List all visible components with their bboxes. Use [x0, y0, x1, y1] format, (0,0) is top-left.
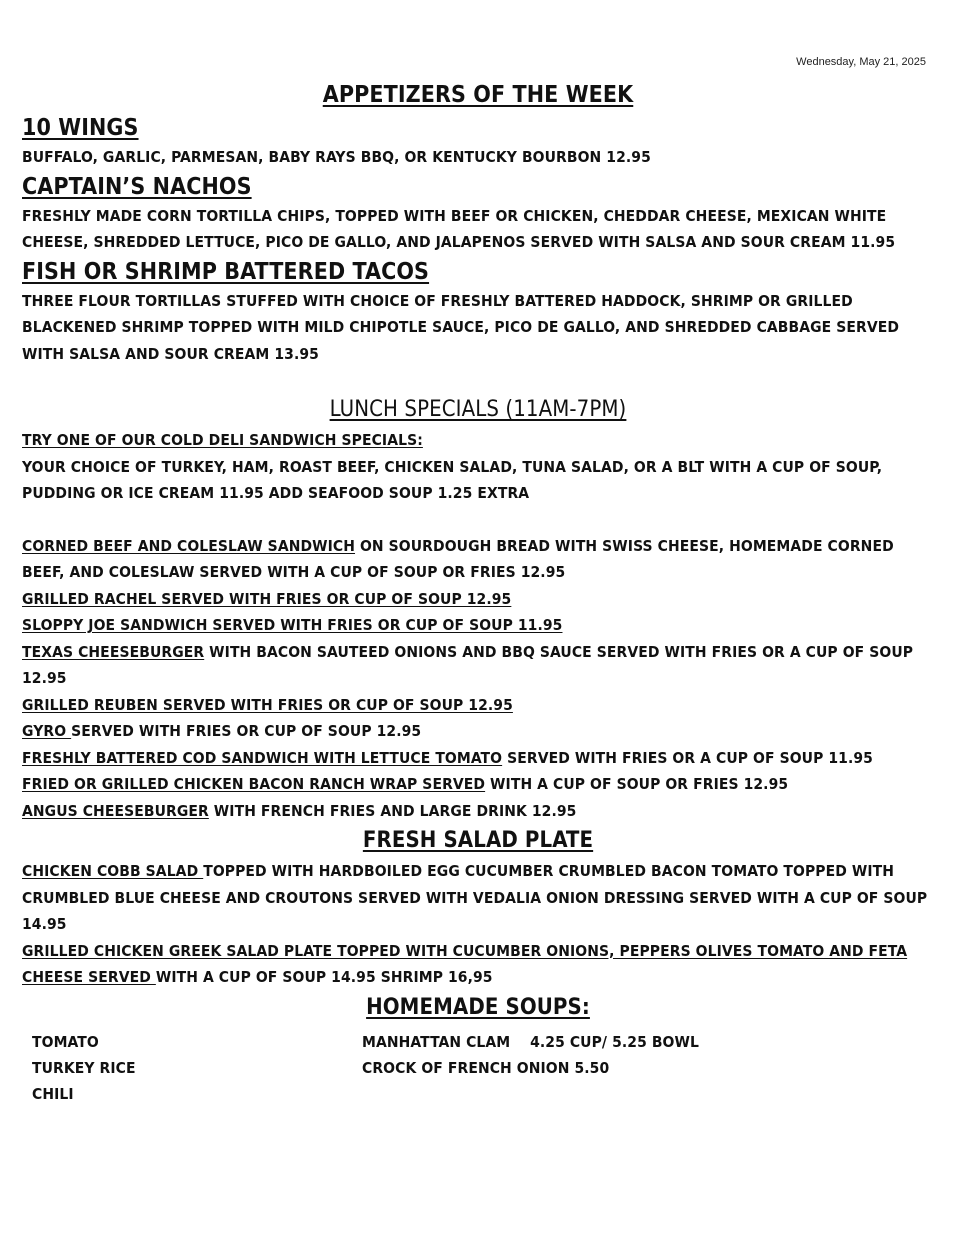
- soup-item: TURKEY RICE: [32, 1058, 136, 1077]
- salad-list: [22, 858, 934, 991]
- lunch-item: [22, 771, 934, 798]
- deli-heading: TRY ONE OF OUR COLD DELI SANDWICH SPECIALS:: [22, 431, 423, 449]
- appetizer-desc: FRESHLY MADE CORN TORTILLA CHIPS, TOPPED WITH BEEF OR CHICKEN, CHEDDAR CHEESE, MEXICAN WHITE CHEESE, SHREDDED LETTUCE, PICO DE GALLO, AND JALAPENOS SERVED WITH SALSA AND SOUR CREAM 11.95: [22, 206, 896, 251]
- lunch-item-name: TEXAS CHEESEBURGER: [22, 642, 205, 661]
- lunch-list: [22, 533, 934, 825]
- appetizers-title: APPETIZERS OF THE WEEK: [322, 82, 634, 108]
- salad-title: FRESH SALAD PLATE: [362, 828, 594, 853]
- spacer: [22, 507, 934, 533]
- lunch-title: LUNCH SPECIALS (11AM-7PM): [329, 397, 627, 422]
- deli-desc: YOUR CHOICE OF TURKEY, HAM, ROAST BEEF, CHICKEN SALAD, TUNA SALAD, OR A BLT WITH A CUP OF SOUP, PUDDING OR ICE CREAM 11.95 ADD SEAFOOD SOUP 1.25 EXTRA: [22, 457, 883, 502]
- soup-item: CHILI: [32, 1084, 74, 1103]
- lunch-item-desc: WITH BACON SAUTEED ONIONS AND BBQ SAUCE SERVED WITH FRIES OR A CUP OF SOUP 12.95: [22, 642, 914, 687]
- appetizer-item: [22, 171, 934, 256]
- lunch-item-desc: WITH A CUP OF SOUP OR FRIES 12.95: [485, 775, 789, 793]
- salad-item-name: GRILLED CHICKEN GREEK SALAD PLATE TOPPED WITH CUCUMBER ONIONS, PEPPERS OLIVES TOMATO AND FETA CHEESE SERVED: [22, 941, 908, 986]
- menu-content: [22, 78, 934, 1107]
- salad-item-desc: WITH A CUP OF SOUP 14.95 SHRIMP 16,95: [155, 968, 493, 986]
- lunch-item-name: FRESHLY BATTERED COD SANDWICH WITH LETTUCE TOMATO: [22, 748, 503, 767]
- lunch-item-name: GRILLED RACHEL SERVED WITH FRIES OR CUP OF SOUP 12.95: [22, 589, 512, 608]
- menu-date: Wednesday, May 21, 2025: [796, 56, 926, 68]
- salad-item-name: CHICKEN COBB SALAD: [22, 862, 204, 880]
- soups-title: HOMEMADE SOUPS:: [366, 994, 590, 1020]
- appetizer-name: FISH OR SHRIMP BATTERED TACOS: [22, 258, 430, 285]
- appetizer-name: 10 WINGS: [22, 115, 139, 141]
- appetizer-desc: THREE FLOUR TORTILLAS STUFFED WITH CHOICE OF FRESHLY BATTERED HADDOCK, SHRIMP OR GRILLED BLACKENED SHRIMP TOPPED WITH MILD CHIPOTLE SAUCE, PICO DE GALLO, AND SHREDDED CABBAGE SERVED WITH SALSA AND SOUR CREAM 13.95: [22, 291, 900, 363]
- appetizer-item: [22, 256, 934, 368]
- lunch-item: [22, 718, 934, 745]
- salad-item: [22, 938, 934, 991]
- salad-item-desc: TOPPED WITH HARDBOILED EGG CUCUMBER CRUMBLED BACON TOMATO TOPPED WITH CRUMBLED BLUE CHEESE AND CROUTONS SERVED WITH VEDALIA ONION DRESSING SERVED WITH A CUP OF SOUP 14.95: [22, 862, 928, 933]
- soup-item: CROCK OF FRENCH ONION 5.50: [362, 1058, 610, 1077]
- lunch-item: [22, 639, 934, 692]
- soups-right-column: [362, 1029, 934, 1107]
- lunch-item-name: GRILLED REUBEN SERVED WITH FRIES OR CUP OF SOUP 12.95: [22, 695, 513, 714]
- lunch-item-desc: SERVED WITH FRIES OR A CUP OF SOUP 11.95: [502, 748, 873, 767]
- lunch-item-desc: WITH FRENCH FRIES AND LARGE DRINK 12.95: [208, 801, 577, 820]
- lunch-item: [22, 692, 934, 719]
- lunch-item: [22, 533, 934, 586]
- lunch-item: [22, 586, 934, 613]
- soup-item: MANHATTAN CLAM 4.25 CUP/ 5.25 BOWL: [362, 1032, 699, 1051]
- lunch-item-desc: SERVED WITH FRIES OR CUP OF SOUP 12.95: [71, 722, 422, 740]
- lunch-item-name: ANGUS CHEESEBURGER: [22, 801, 209, 820]
- lunch-item-desc: ON SOURDOUGH BREAD WITH SWISS CHEESE, HOMEMADE CORNED BEEF, AND COLESLAW SERVED WITH A CUP OF SOUP OR FRIES 12.95: [22, 536, 894, 581]
- lunch-item-name: CORNED BEEF AND COLESLAW SANDWICH: [22, 536, 356, 555]
- soups-list: [22, 1029, 934, 1107]
- appetizer-item: [22, 112, 934, 171]
- lunch-item: [22, 798, 934, 825]
- soups-left-column: [22, 1029, 362, 1107]
- spacer: [22, 367, 934, 393]
- appetizer-desc: BUFFALO, GARLIC, PARMESAN, BABY RAYS BBQ, OR KENTUCKY BOURBON 12.95: [22, 148, 651, 166]
- lunch-item: [22, 612, 934, 639]
- soup-item: TOMATO: [32, 1032, 99, 1051]
- lunch-item-name: GYRO: [22, 722, 72, 740]
- lunch-item-name: SLOPPY JOE SANDWICH SERVED WITH FRIES OR CUP OF SOUP 11.95: [22, 616, 563, 634]
- appetizer-name: CAPTAIN’S NACHOS: [22, 173, 252, 200]
- lunch-item-name: FRIED OR GRILLED CHICKEN BACON RANCH WRAP SERVED: [22, 775, 486, 793]
- lunch-item: [22, 745, 934, 772]
- salad-item: [22, 858, 934, 938]
